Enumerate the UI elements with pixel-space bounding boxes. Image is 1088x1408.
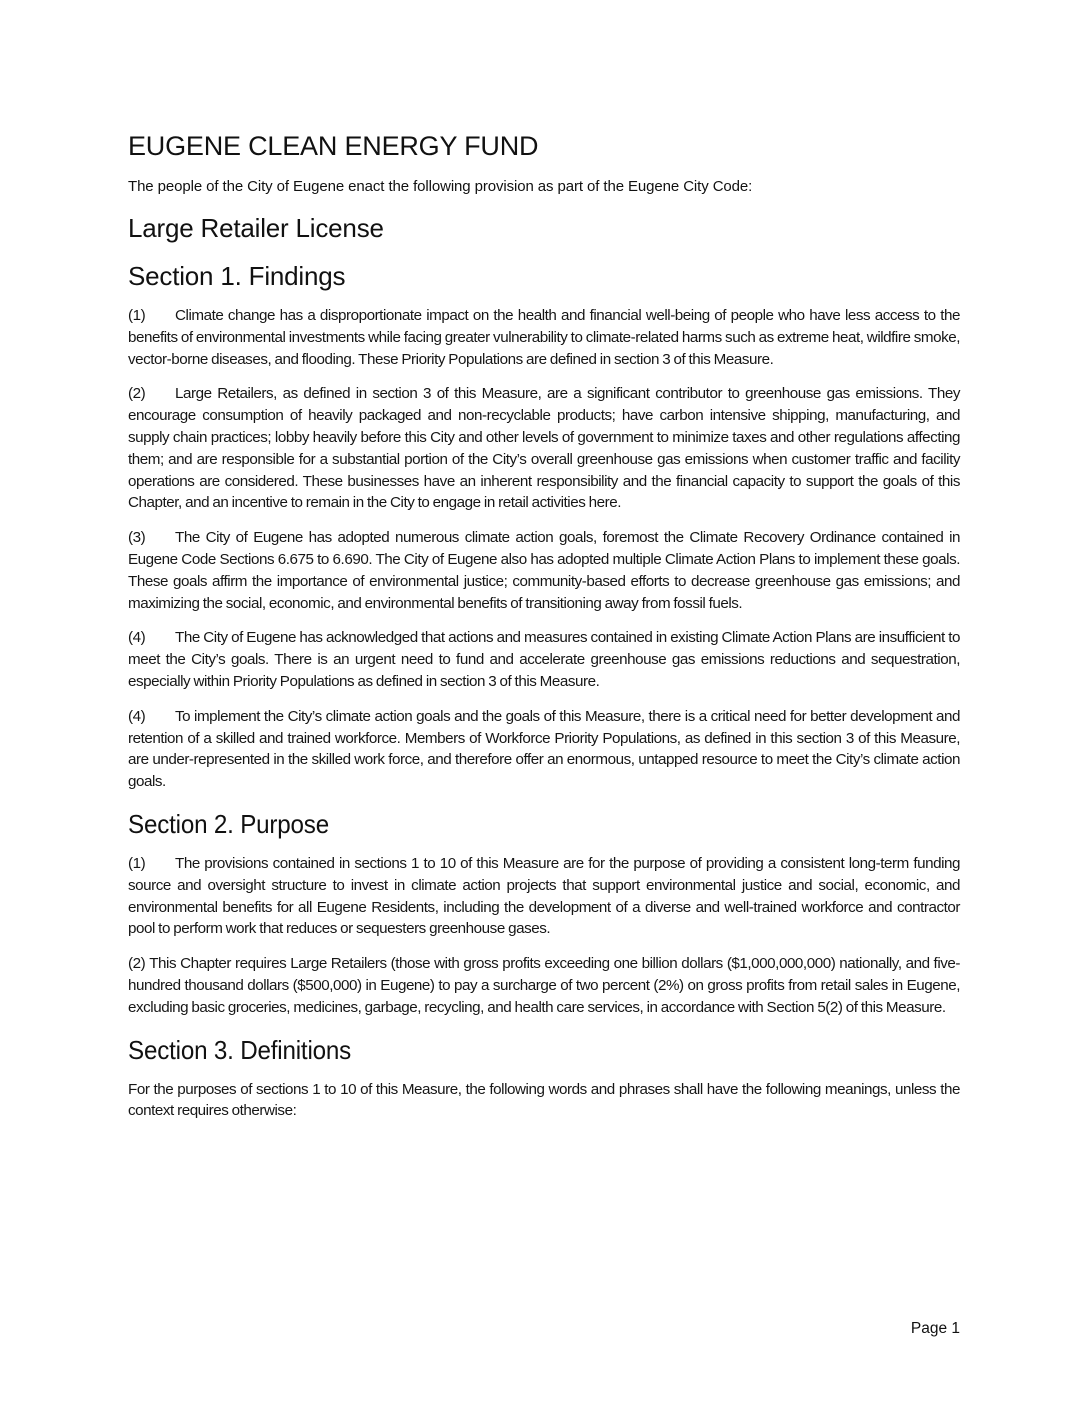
paragraph-text: The provisions contained in sections 1 to 10 of this Measure are for the purpose of providing a consistent long-term funding source and oversight structure to invest in climate action projects that support environmental justice and social, economic, and environmental benefits for all Eugene Residents, including the development of a diverse and well-trained workforce and contractor pool to perform work that reduces or sequesters greenhouse gases. xyxy=(128,854,960,938)
subtitle-heading: Large Retailer License xyxy=(128,213,384,243)
section-1-findings xyxy=(128,259,960,793)
paragraph-text: The City of Eugene has adopted numerous climate action goals, foremost the Climate Recovery Ordinance contained in Eugene Code Sections 6.675 to 6.690. The City of Eugene also has adopted multiple Climate Action Plans to implement these goals. These goals affirm the importance of environmental justice; community-based efforts to decrease greenhouse gas emissions; and maximizing the social, economic, and environmental benefits of transitioning away from fossil fuels. xyxy=(128,529,960,612)
purpose-paragraph-1 xyxy=(128,853,960,940)
paragraph-text: Climate change has a disproportionate impact on the health and financial well-being of people who have less access to the benefits of environmental investments while facing greater vulnerability to climate-related harms such as extreme heat, wildfire smoke, vector-borne diseases, and flooding. These Priority Populations are defined in section 3 of this Measure. xyxy=(128,307,960,368)
paragraph-text: The City of Eugene has acknowledged that actions and measures contained in existing Climate Action Plans are insufficient to meet the City’s goals. There is an urgent need to fund and accelerate greenhouse gas emissions reductions and sequestration, especially within Priority Populations as defined in section 3 of this Measure. xyxy=(128,629,960,690)
finding-paragraph-4 xyxy=(128,627,960,692)
paragraph-number: (3) xyxy=(128,529,146,547)
finding-paragraph-2 xyxy=(128,383,960,514)
section-3-definitions xyxy=(128,1033,960,1123)
section-2-purpose xyxy=(128,807,960,1019)
purpose-paragraph-2 xyxy=(128,953,960,1018)
paragraph-text: This Chapter requires Large Retailers (those with gross profits exceeding one billion dollars ($1,000,000,000) nationally, and five-hundred thousand dollars ($500,000) in Eugene) to pay a surcharge of two percent (2%) on gross profits from retail sales in Eugene, excluding basic groceries, medicines, garbage, recycling, and health care services, in accordance with Section 5(2) of this Measure. xyxy=(128,955,960,1016)
paragraph-text: To implement the City’s climate action goals and the goals of this Measure, there is a critical need for better development and retention of a skilled and trained workforce. Members of Workforce Priority Populations, as defined in this section 3 of this Measure, are under-represented in the skilled work force, and therefore offer an enormous, untapped resource to meet the City’s climate action goals. xyxy=(128,707,960,791)
section-heading: Section 1. Findings xyxy=(128,261,346,291)
finding-paragraph-3 xyxy=(128,527,960,614)
paragraph-number: (1) xyxy=(128,307,146,324)
paragraph-number: (4) xyxy=(128,629,146,647)
section-heading: Section 2. Purpose xyxy=(128,808,329,839)
finding-paragraph-5 xyxy=(128,706,960,793)
page-number: Page 1 xyxy=(910,1320,960,1337)
enactment-clause: The people of the City of Eugene enact the following provision as part of the Eugene City Code: xyxy=(128,178,753,195)
finding-paragraph-1 xyxy=(128,305,960,370)
definitions-intro: For the purposes of sections 1 to 10 of this Measure, the following words and phrases shall have the following meanings, unless the context requires otherwise: xyxy=(128,1080,960,1120)
document-title: EUGENE CLEAN ENERGY FUND xyxy=(128,131,539,161)
paragraph-number: (2) xyxy=(128,385,146,403)
paragraph-text: Large Retailers, as defined in section 3 of this Measure, are a significant contributor to greenhouse gas emissions. They encourage consumption of heavily packaged and non-recyclable products; have carbon intensive shipping, manufacturing, and supply chain practices; lobby heavily before this City and other levels of government to minimize taxes and other regulations affecting them; and are responsible for a substantial portion of the City’s overall greenhouse gas emissions when customer traffic and facility operations are considered. These businesses have an inherent responsibility and the financial capacity to support the goals of this Chapter, and an incentive to remain in the City to engage in retail activities here. xyxy=(128,385,960,512)
paragraph-number: (2) xyxy=(128,955,146,973)
paragraph-number: (4) xyxy=(128,707,146,725)
document-page xyxy=(128,128,960,1122)
paragraph-number: (1) xyxy=(128,854,146,872)
section-heading: Section 3. Definitions xyxy=(128,1034,352,1065)
